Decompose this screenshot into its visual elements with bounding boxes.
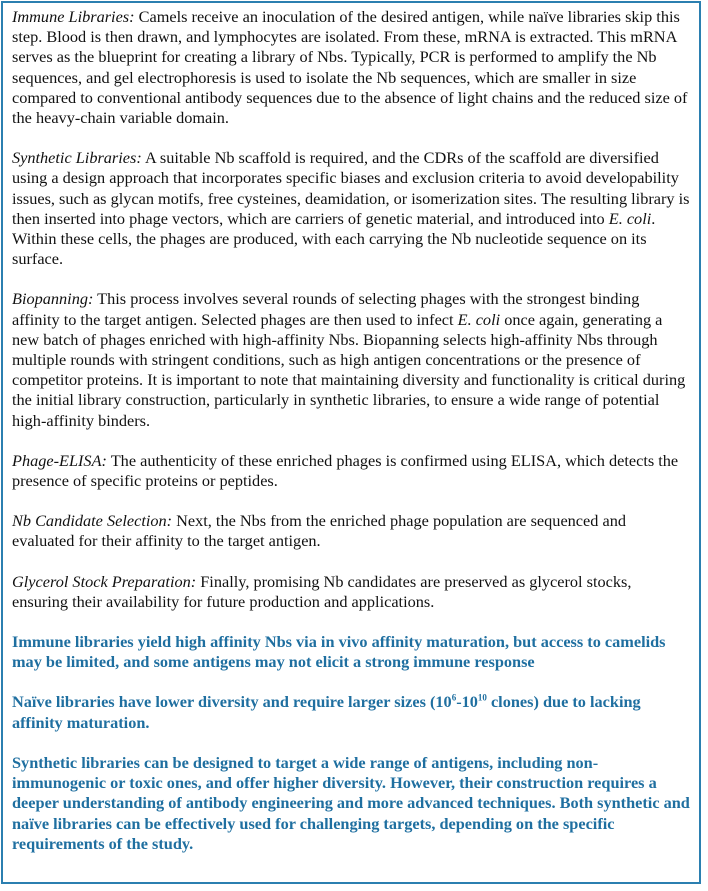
species-name: E. coli [457, 309, 501, 329]
paragraph-text: . Within these cells, the phages are produced, with each carrying the Nb nucleotide sequence on its surface. [12, 208, 656, 269]
paragraph-synthetic-libraries [12, 148, 690, 269]
term-synthetic-libraries: Synthetic Libraries: [12, 148, 142, 168]
paragraph-text: A suitable Nb scaffold is required, and the CDRs of the scaffold are diversified using a design approach that incorporates specific biases and exclusion criteria to avoid developability issues, such as glycan motifs, free cysteines, deamidation, or isomerization sites. The resulting library is then inserted into phage vectors, which are carriers of genetic material, and introduced into [12, 148, 690, 228]
paragraph-nb-candidate-selection [12, 511, 690, 551]
paragraph-phage-elisa [12, 451, 690, 491]
paragraph-text: This process involves several rounds of selecting phages with the strongest binding affinity to the target antigen. Selected phages are then used to infect [12, 289, 640, 329]
paragraph-text: Finally, promising Nb candidates are preserved as glycerol stocks, ensuring their availability for future production and applications. [12, 571, 632, 611]
paragraph-text: Next, the Nbs from the enriched phage population are sequenced and evaluated for their affinity to the target antigen. [12, 511, 626, 551]
note-text: -10 [456, 692, 478, 712]
term-phage-elisa: Phage-ELISA: [12, 450, 107, 470]
note-synthetic-libraries: Synthetic libraries can be designed to target a wide range of antigens, including non-immunogenic or toxic ones, and offer higher diversity. However, their construction requires a deeper understanding of antibody engineering and more advanced techniques. Both synthetic and naïve libraries can be effectively used for challenging targets, depending on the specific requirements of the study. [12, 752, 690, 853]
term-biopanning: Biopanning: [12, 289, 94, 309]
note-text: Naïve libraries have lower diversity and require larger sizes (10 [12, 692, 452, 712]
term-immune-libraries: Immune Libraries: [12, 7, 135, 26]
species-name: E. coli [608, 208, 652, 228]
paragraph-glycerol-stock [12, 572, 690, 612]
paragraph-text: once again, generating a new batch of phages enriched with high-affinity Nbs. Biopanning selects high-affinity Nbs through multiple rounds with stringent conditions, such as high antigen concentrations or the presence of competitor proteins. It is important to note that maintaining diversity and functionality is critical during the initial library construction, particularly in synthetic libraries, to ensure a wide range of potential high-affinity binders. [12, 309, 686, 430]
paragraph-biopanning [12, 289, 690, 430]
paragraph-immune-libraries [12, 7, 690, 128]
note-immune-libraries: Immune libraries yield high affinity Nbs via in vivo affinity maturation, but access to camelids may be limited, and some antigens may not elicit a strong immune response [12, 632, 666, 672]
term-glycerol-stock: Glycerol Stock Preparation: [12, 571, 197, 591]
exponent: 6 [451, 693, 457, 704]
text-box [1, 1, 701, 884]
exponent: 10 [477, 693, 487, 704]
paragraph-text: Camels receive an inoculation of the desired antigen, while naïve libraries skip this step. Blood is then drawn, and lymphocytes are isolated. From these, mRNA is extracted. This mRNA serves as the blueprint for creating a library of Nbs. Typically, PCR is performed to amplify the Nb sequences, and gel electrophoresis is used to isolate the Nb sequences, which are smaller in size compared to conventional antibody sequences due to the absence of light chains and the reduced size of the heavy-chain variable domain. [12, 7, 688, 128]
note-naive-libraries [12, 692, 690, 732]
note-text: clones) due to lacking affinity maturation. [12, 692, 641, 732]
term-nb-candidate-selection: Nb Candidate Selection: [12, 511, 173, 531]
paragraph-text: The authenticity of these enriched phages is confirmed using ELISA, which detects the presence of specific proteins or peptides. [12, 450, 679, 491]
